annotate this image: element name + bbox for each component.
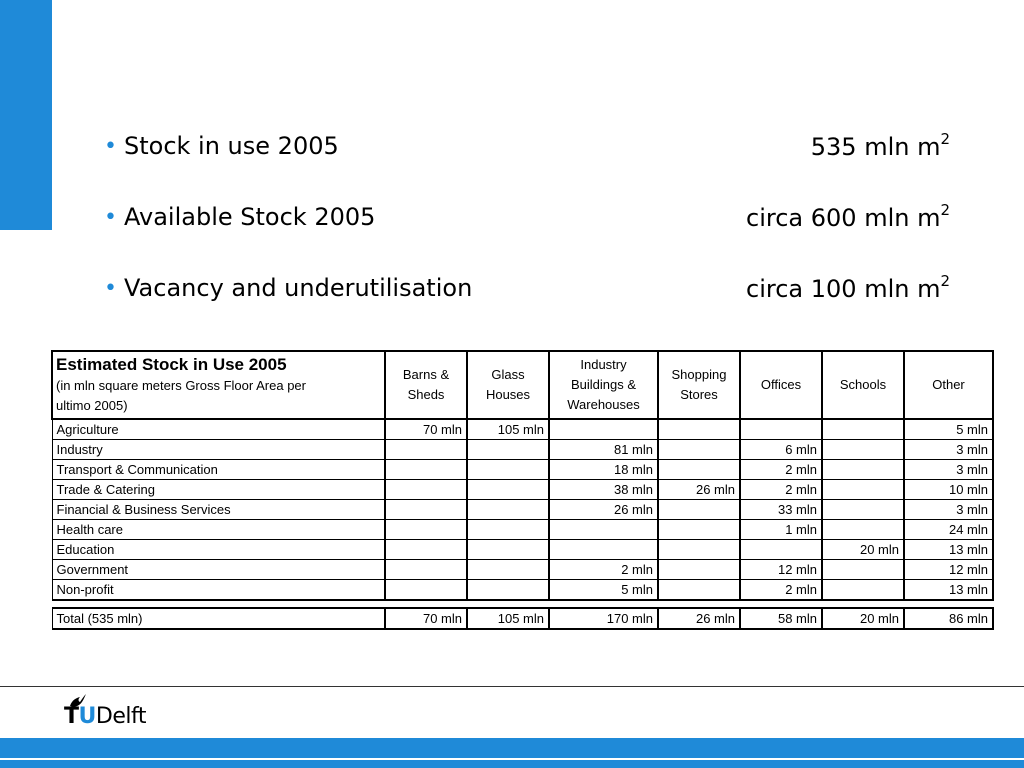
- bullet-list: [104, 128, 950, 341]
- row-value: [385, 480, 467, 500]
- column-header-line: Warehouses: [567, 397, 640, 412]
- row-value: 2 mln: [549, 560, 658, 580]
- row-category: Financial & Business Services: [52, 500, 385, 520]
- table-subtitle-line2: ultimo 2005): [56, 398, 128, 413]
- row-value: [658, 560, 740, 580]
- row-value: 33 mln: [740, 500, 822, 520]
- column-header-line: Industry: [580, 357, 627, 372]
- row-value: [549, 419, 658, 440]
- row-value: [822, 520, 904, 540]
- column-header-line: Glass: [491, 367, 525, 382]
- bullet-value: circa 100 mln $m^2$: [746, 271, 950, 303]
- row-value: 38 mln: [549, 480, 658, 500]
- column-header-line: Stores: [680, 387, 718, 402]
- row-value: 3 mln: [904, 460, 993, 480]
- column-header-line: Schools: [839, 377, 887, 392]
- bullet-item: [104, 199, 950, 235]
- bullet-item: [104, 128, 950, 164]
- bullet-value: 535 mln $m^2$: [810, 129, 950, 161]
- row-value: [467, 500, 549, 520]
- row-value: [658, 520, 740, 540]
- row-category: Health care: [52, 520, 385, 540]
- row-value: [467, 460, 549, 480]
- row-value: [740, 540, 822, 560]
- row-value: [658, 500, 740, 520]
- row-value: [822, 580, 904, 601]
- total-row: [52, 608, 993, 629]
- row-value: 12 mln: [904, 560, 993, 580]
- column-header: [904, 351, 993, 419]
- row-value: [467, 520, 549, 540]
- column-header-line: Barns &: [402, 367, 450, 382]
- row-value: [822, 480, 904, 500]
- table-row: [52, 419, 993, 440]
- logo-letter-u: U: [78, 704, 96, 729]
- row-value: 13 mln: [904, 580, 993, 601]
- row-value: 26 mln: [658, 480, 740, 500]
- table-header-row: [52, 351, 993, 419]
- column-header: [385, 351, 467, 419]
- row-value: [658, 460, 740, 480]
- column-header: [549, 351, 658, 419]
- row-value: [740, 419, 822, 440]
- column-header: [822, 351, 904, 419]
- row-category: Government: [52, 560, 385, 580]
- table-row: [52, 440, 993, 460]
- row-value: 10 mln: [904, 480, 993, 500]
- row-value: 105 mln: [467, 419, 549, 440]
- row-category: Industry: [52, 440, 385, 460]
- stock-table-container: [51, 350, 992, 630]
- left-accent-bar: [0, 0, 52, 230]
- row-value: 18 mln: [549, 460, 658, 480]
- row-value: [385, 440, 467, 460]
- bullet-item: [104, 270, 950, 306]
- footer-bar: [0, 738, 1024, 758]
- row-value: [658, 580, 740, 601]
- table-row: [52, 520, 993, 540]
- row-value: 105 mln: [467, 608, 549, 629]
- column-header-line: Houses: [485, 387, 531, 402]
- column-header-line: Sheds: [407, 387, 445, 402]
- table-row: [52, 560, 993, 580]
- table-title-cell: [52, 351, 385, 419]
- row-value: 86 mln: [904, 608, 993, 629]
- row-value: [822, 500, 904, 520]
- row-value: [822, 560, 904, 580]
- bullet-value: circa 600 mln $m^2$: [746, 200, 950, 232]
- row-value: [385, 540, 467, 560]
- row-value: 58 mln: [740, 608, 822, 629]
- row-value: [658, 540, 740, 560]
- bullet-label: Available Stock 2005: [124, 203, 376, 231]
- row-value: 26 mln: [658, 608, 740, 629]
- table-subtitle-line1: (in mln square meters Gross Floor Area per: [56, 378, 306, 393]
- row-value: [549, 540, 658, 560]
- row-value: 20 mln: [822, 540, 904, 560]
- row-value: [385, 500, 467, 520]
- tu-delft-logo: [62, 692, 172, 736]
- table-spacer: [52, 600, 993, 608]
- row-value: 1 mln: [740, 520, 822, 540]
- row-value: [467, 580, 549, 601]
- row-value: 26 mln: [549, 500, 658, 520]
- row-value: [467, 560, 549, 580]
- stock-table: [51, 350, 994, 630]
- bullet-dot: •: [104, 133, 117, 159]
- row-value: 3 mln: [904, 500, 993, 520]
- table-row: [52, 580, 993, 601]
- table-body: [52, 419, 993, 629]
- row-value: [385, 580, 467, 601]
- row-category: Non-profit: [52, 580, 385, 601]
- row-category: Trade & Catering: [52, 480, 385, 500]
- column-header: [467, 351, 549, 419]
- row-value: [549, 520, 658, 540]
- row-category: Agriculture: [52, 419, 385, 440]
- column-header: [658, 351, 740, 419]
- row-value: [822, 419, 904, 440]
- row-value: [658, 419, 740, 440]
- row-value: [658, 440, 740, 460]
- row-value: 2 mln: [740, 460, 822, 480]
- table-row: [52, 540, 993, 560]
- row-value: 81 mln: [549, 440, 658, 460]
- row-value: 170 mln: [549, 608, 658, 629]
- row-value: [385, 520, 467, 540]
- row-value: [822, 460, 904, 480]
- row-value: [467, 540, 549, 560]
- row-value: 5 mln: [904, 419, 993, 440]
- column-header-line: Shopping: [671, 367, 727, 382]
- table-row: [52, 460, 993, 480]
- column-header: [740, 351, 822, 419]
- row-value: 2 mln: [740, 580, 822, 601]
- row-value: 20 mln: [822, 608, 904, 629]
- row-value: 6 mln: [740, 440, 822, 460]
- footer-divider: [0, 686, 1024, 687]
- row-category: Education: [52, 540, 385, 560]
- row-value: [385, 460, 467, 480]
- table-row: [52, 500, 993, 520]
- bullet-dot: •: [104, 204, 117, 230]
- column-header-line: Offices: [760, 377, 802, 392]
- row-value: 12 mln: [740, 560, 822, 580]
- table-row: [52, 480, 993, 500]
- row-category: Transport & Communication: [52, 460, 385, 480]
- bullet-label: Vacancy and underutilisation: [124, 274, 473, 302]
- column-header-line: Buildings &: [570, 377, 637, 392]
- row-value: [467, 480, 549, 500]
- row-value: 5 mln: [549, 580, 658, 601]
- footer-bar-thin: [0, 760, 1024, 768]
- row-value: [467, 440, 549, 460]
- column-header-line: Other: [932, 377, 965, 392]
- row-value: [385, 560, 467, 580]
- row-value: 2 mln: [740, 480, 822, 500]
- row-value: 13 mln: [904, 540, 993, 560]
- bullet-label: Stock in use 2005: [124, 132, 339, 160]
- bullet-dot: •: [104, 275, 117, 301]
- row-value: 70 mln: [385, 608, 467, 629]
- logo-delft: Delft: [95, 704, 146, 729]
- row-category: Total (535 mln): [52, 608, 385, 629]
- row-value: 70 mln: [385, 419, 467, 440]
- logo-letter-t: T: [64, 704, 79, 729]
- row-value: [822, 440, 904, 460]
- table-title: Estimated Stock in Use 2005: [56, 355, 287, 374]
- row-value: 3 mln: [904, 440, 993, 460]
- row-value: 24 mln: [904, 520, 993, 540]
